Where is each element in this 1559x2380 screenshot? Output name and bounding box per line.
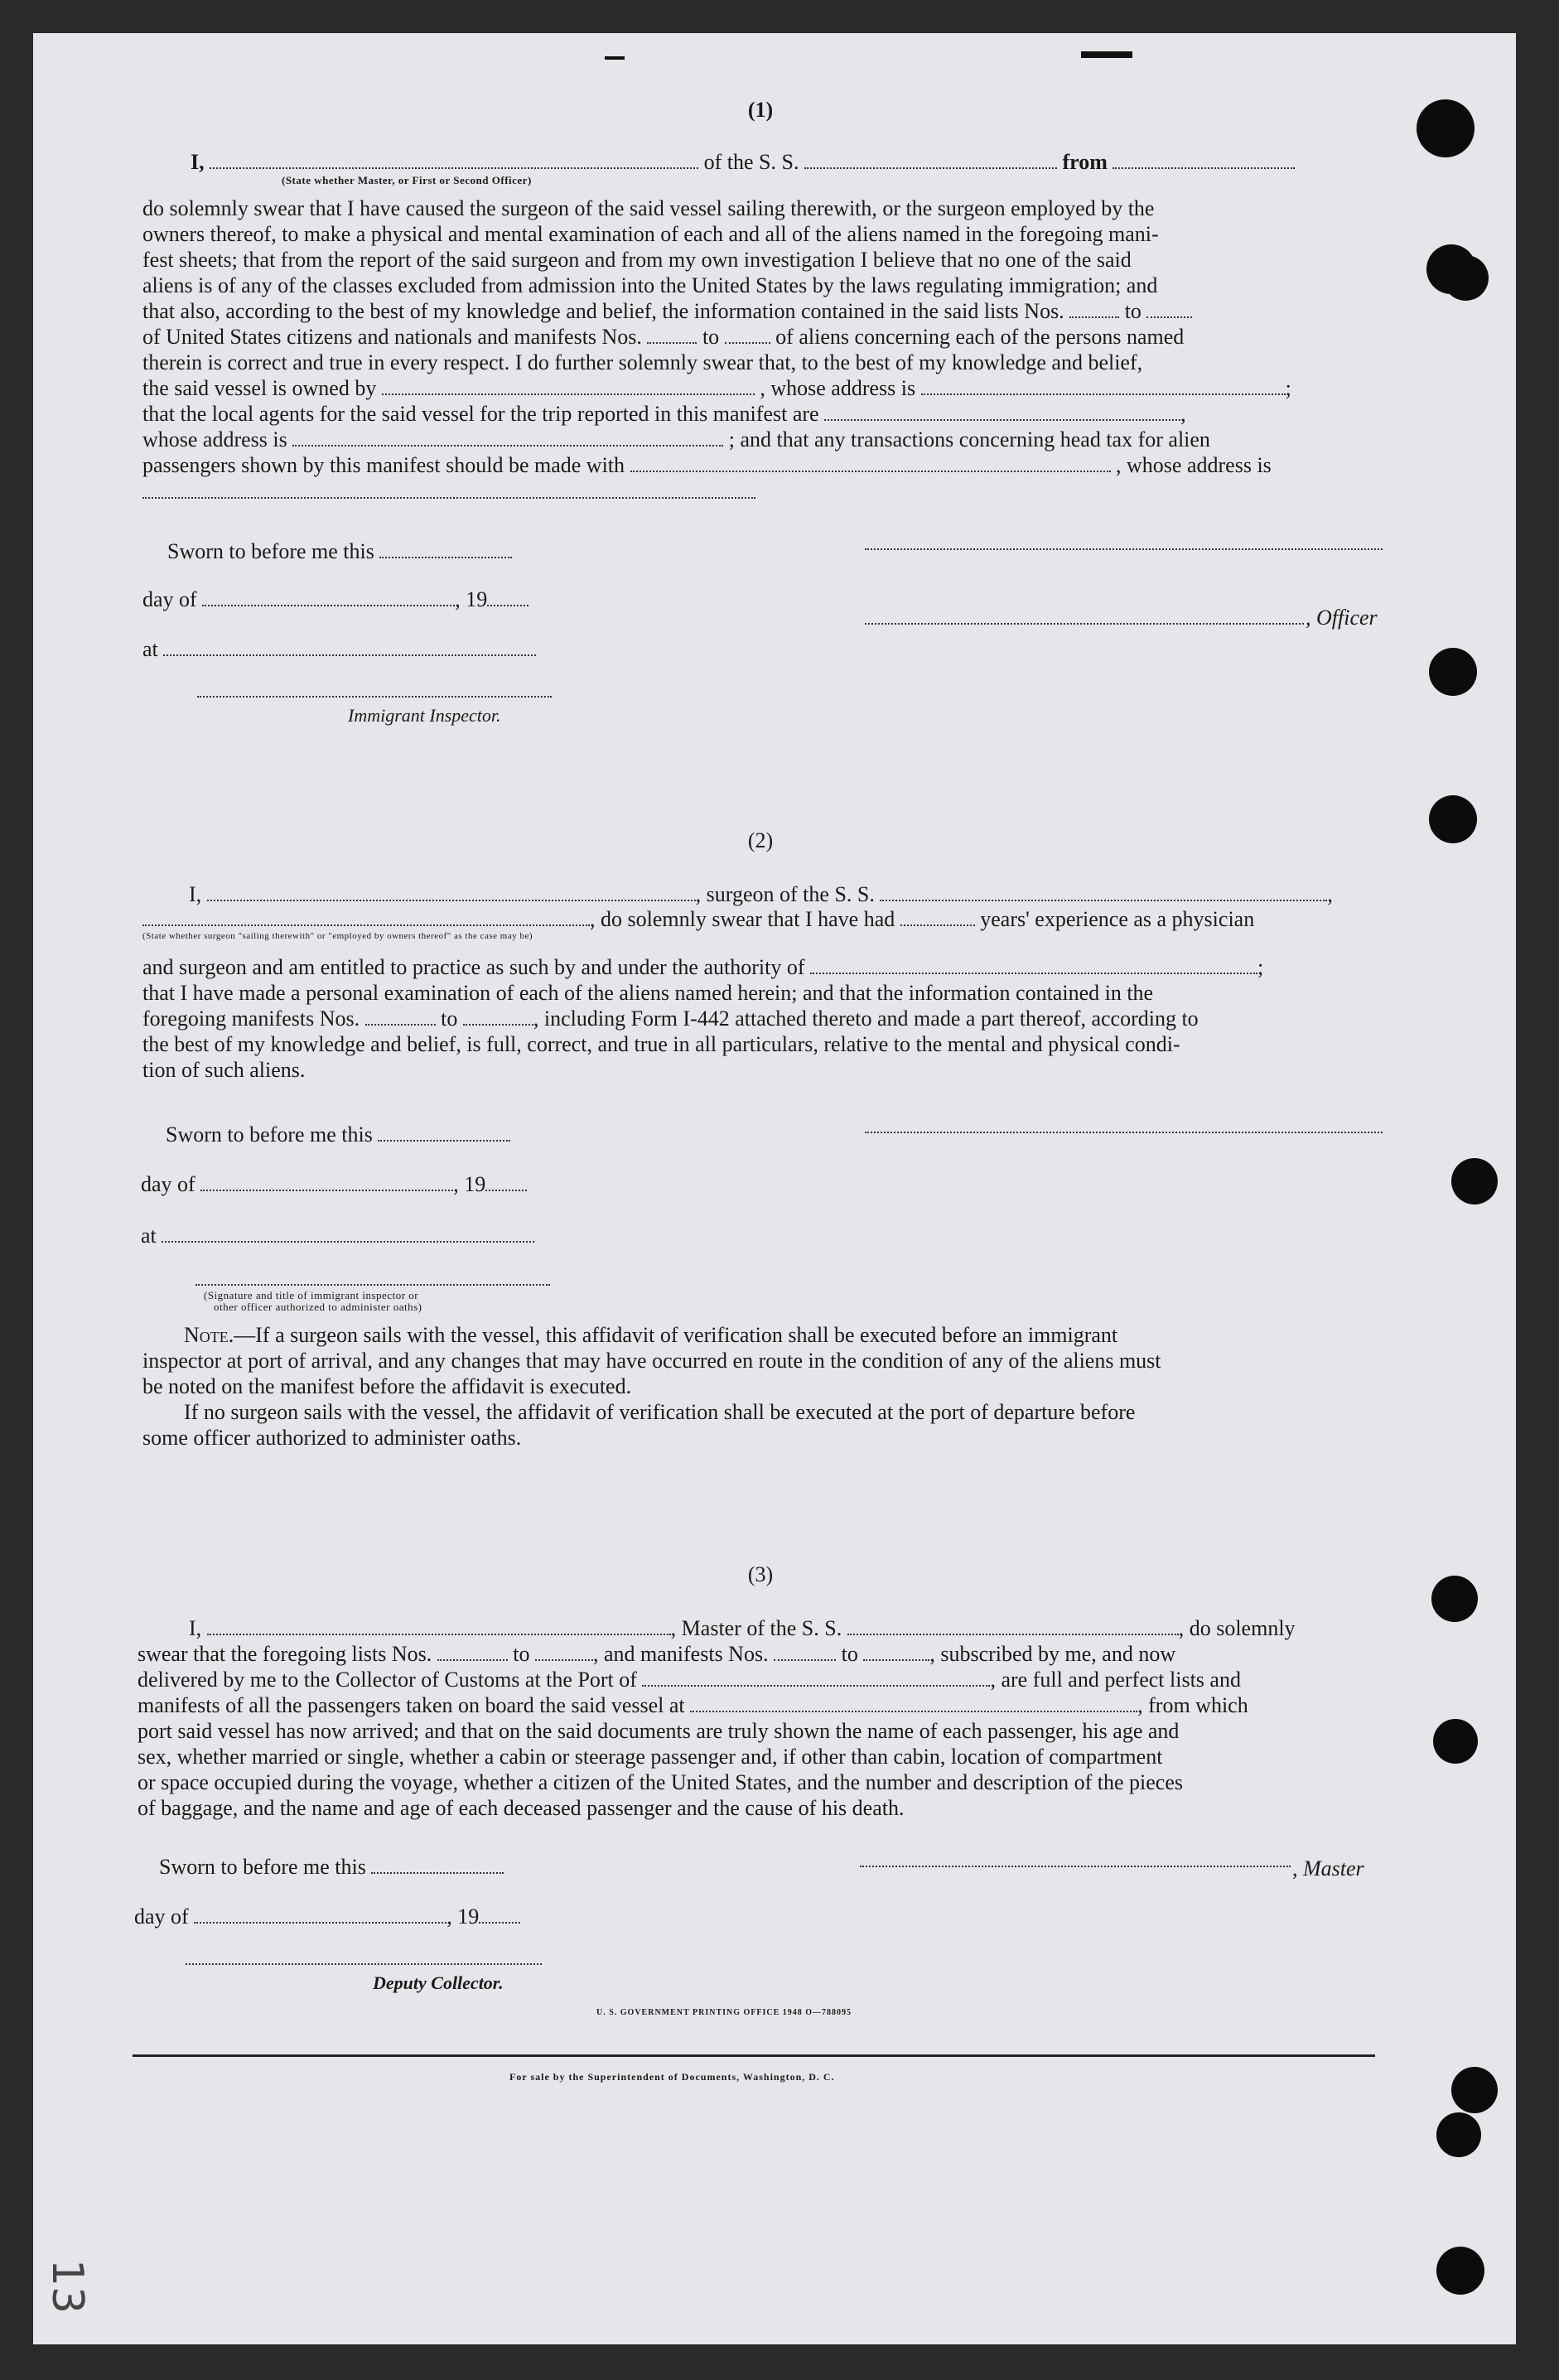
text-line [142,1322,1415,1348]
punch-hole [1417,99,1475,157]
note-label: Note. [184,1323,234,1347]
text: I, [189,1616,202,1640]
inspector-signature-blank[interactable] [197,696,552,698]
day-line [141,1171,527,1197]
punch-hole [1451,2067,1498,2113]
text: , surgeon of the S. S. [695,882,875,906]
text: Sworn to before me this [166,1122,373,1147]
text-line: of baggage, and the name and age of each deceased passenger and the cause of his death. [138,1796,905,1820]
text: the said vessel is owned by [142,376,377,400]
s3-line3 [138,1667,1241,1692]
sale-notice: For sale by the Superintendent of Documents, Washington, D. C. [509,2071,835,2083]
text: delivered by me to the Collector of Customs at the Port of [138,1668,637,1692]
note [142,1322,1415,1451]
text-line: that the local agents for the said vessel for the trip reported in this manifest are , [142,402,1186,426]
owner-blank[interactable] [382,379,755,395]
text-line: sex, whether married or single, whether a cabin or steerage passenger and, if other than cabin, location of compartment [138,1745,1163,1769]
port-blank[interactable] [642,1670,990,1687]
text: at [141,1224,157,1248]
text: , subscribed by me, and now [929,1642,1176,1666]
text-line: that I have made a personal examination of each of the aliens named herein; and that the information contained in the [142,981,1154,1005]
text: passengers shown by this manifest should be made with [142,453,625,477]
sworn-line [159,1854,504,1880]
list-to-blank[interactable] [535,1644,593,1661]
manifest-to-blank[interactable] [725,327,770,344]
head-tax-address-blank[interactable] [142,497,755,499]
punch-hole [1429,795,1477,843]
text-line [142,1006,1415,1031]
master-label: , Master [1292,1856,1364,1880]
text: , whose address is [1116,453,1272,477]
text: that the local agents for the said vessel for the trip reported in this manifest are [142,402,819,426]
ship-name-blank[interactable] [880,885,1327,901]
text: to [1124,299,1141,323]
text: Sworn to before me this [159,1855,366,1879]
list-from-blank[interactable] [437,1644,508,1661]
collector-label: Deputy Collector. [373,1972,504,1993]
text-line: do solemnly swear that I have caused the surgeon of the said vessel sailing therewith, or the surgeon employed by the [142,196,1155,220]
officer-signature-blank[interactable] [865,548,1383,550]
at-line [142,636,536,662]
at-place-blank[interactable] [163,640,536,656]
master-name-blank[interactable] [207,1619,671,1635]
sig-caption: (Signature and title of immigrant inspector or [204,1289,419,1301]
text-line: some officer authorized to administer oaths. [142,1426,522,1450]
text: day of [142,587,197,611]
text: , 19 [453,1172,486,1196]
text: years' experience as a physician [980,907,1255,931]
agents-address-blank[interactable] [292,430,723,447]
ship-name-blank[interactable] [804,152,1057,169]
manifest-from-blank[interactable] [365,1009,436,1026]
s1-line1 [191,149,1295,175]
printing-office: U. S. GOVERNMENT PRINTING OFFICE 1948 O—788095 [596,2008,852,2017]
text: day of [141,1172,195,1196]
section-number: (2) [747,828,774,852]
text: manifests of all the passengers taken on board the said vessel at [138,1693,685,1717]
sworn-date-blank[interactable] [371,1857,504,1874]
ship-name-blank[interactable] [847,1619,1179,1635]
manifest-to-blank[interactable] [463,1009,533,1026]
text: , including Form I-442 attached thereto and made a part thereof, according to [533,1007,1199,1031]
text: whose address is [142,427,287,451]
list-to-blank[interactable] [1146,302,1192,318]
manifest-to-blank[interactable] [863,1644,929,1661]
text-line: owners thereof, to make a physical and mental examination of each and all of the aliens named in the foregoing mani- [142,222,1159,246]
text: , from which [1137,1693,1248,1717]
text: I, [189,882,202,906]
manifest-from-blank[interactable] [647,327,697,344]
text: foregoing manifests Nos. [142,1007,360,1031]
text-line: port said vessel has now arrived; and that on the said documents are truly shown the name of each passenger, his age and [138,1719,1180,1743]
list-from-blank[interactable] [1069,302,1119,318]
s2-body [142,954,1415,1083]
day-blank[interactable] [200,1175,453,1191]
text: of aliens concerning each of the persons named [775,325,1185,349]
sig-caption: other officer authorized to administer oaths) [214,1301,422,1313]
text: to [841,1642,858,1666]
text-line: or space occupied during the voyage, whether a citizen of the United States, and the number and description of the pieces [138,1770,1184,1794]
text-line: the best of my knowledge and belief, is full, correct, and true in all particulars, relative to the mental and physical condi- [142,1032,1180,1056]
text: Sworn to before me this [167,539,374,563]
agents-blank[interactable] [824,404,1180,421]
text: , whose address is [760,376,916,400]
text-line: aliens is of any of the classes excluded from admission into the United States by the laws regulating immigration; and [142,273,1158,297]
year-blank[interactable] [487,590,529,606]
ink-mark [605,56,625,60]
sworn-date-blank[interactable] [378,1125,510,1142]
text: to [702,325,720,349]
text: , Master of the S. S. [670,1616,842,1640]
text-line: inspector at port of arrival, and any changes that may have occurred en route in the condition of any of the aliens must [142,1349,1161,1373]
caption: (State whether surgeon "sailing therewith" or "employed by owners thereof" as the case may be) [142,931,533,941]
text-line: tion of such aliens. [142,1058,306,1082]
punch-hole [1436,2112,1481,2157]
divider [133,2054,1375,2057]
text-line: the said vessel is owned by , whose address is ; [142,376,1291,400]
text: that also, according to the best of my knowledge and belief, the information contained in the said lists Nos. [142,299,1064,323]
punch-hole [1451,1158,1498,1204]
text-line: fest sheets; that from the report of the said surgeon and from my own investigation I believe that no one of the said [142,248,1132,272]
punch-hole [1443,255,1489,301]
day-blank[interactable] [194,1907,446,1924]
punch-hole [1429,648,1477,696]
collector-signature-blank[interactable] [186,1963,542,1965]
s3-line2 [138,1641,1175,1667]
label: of the S. S. [703,150,799,174]
punch-hole [1436,2247,1484,2295]
authority-blank[interactable] [810,958,1257,974]
sworn-date-blank[interactable] [379,542,512,558]
years-blank[interactable] [900,910,975,926]
text-line: and surgeon and am entitled to practice as such by and under the authority of ; [142,955,1264,979]
surgeon-status-blank[interactable] [142,910,590,926]
text-line [142,324,1415,350]
text: —If a surgeon sails with the vessel, this affidavit of verification shall be executed before an immigrant [234,1323,1118,1347]
master-name-blank[interactable] [210,152,698,169]
at-line [141,1223,534,1248]
text: , and manifests Nos. [593,1642,769,1666]
label: I, [191,150,205,174]
master-signature-blank[interactable] [860,1866,1291,1867]
day-line [134,1904,520,1929]
caption: (State whether Master, or First or Second Officer) [282,174,532,186]
year-blank[interactable] [479,1907,520,1924]
from-port-blank[interactable] [1113,152,1295,169]
punch-hole [1431,1576,1478,1622]
label: from [1062,150,1108,174]
day-line [142,587,529,612]
day-blank[interactable] [202,590,455,606]
surgeon-signature-blank[interactable] [865,1132,1383,1133]
text: , are full and perfect lists and [990,1668,1241,1692]
officer-title-blank[interactable] [865,623,1304,625]
text-line: therein is correct and true in every respect. I do further solemnly swear that, to the best of my knowledge and belief, [142,350,1143,374]
text: , 19 [455,587,488,611]
inspector-label: Immigrant Inspector. [348,705,501,726]
year-blank[interactable] [485,1175,527,1191]
text: day of [134,1904,189,1929]
sworn-line [166,1122,510,1147]
text: to [513,1642,530,1666]
text: and surgeon and am entitled to practice as such by and under the authority of [142,955,805,979]
text: , 19 [446,1904,480,1929]
s3-body [138,1718,1412,1821]
inspector-signature-blank[interactable] [195,1284,550,1286]
text-line: If no surgeon sails with the vessel, the affidavit of verification shall be executed at the port of departure before [184,1400,1136,1424]
text: swear that the foregoing lists Nos. [138,1642,432,1666]
text: ; and that any transactions concerning head tax for alien [728,427,1210,451]
head-tax-party-blank[interactable] [630,456,1111,472]
text: at [142,637,158,661]
at-place-blank[interactable] [162,1226,534,1243]
text-line [142,298,1415,324]
punch-hole [1433,1719,1478,1764]
text: of United States citizens and nationals and manifests Nos. [142,325,642,349]
section-number: (1) [747,98,774,122]
text-line: be noted on the manifest before the affidavit is executed. [142,1374,632,1398]
embark-port-blank[interactable] [690,1696,1137,1712]
s3-line4 [138,1692,1248,1718]
section-number: (3) [747,1562,774,1586]
manifest-back-page [33,33,1516,2344]
manifest-from-blank[interactable] [774,1644,836,1661]
surgeon-name-blank[interactable] [207,885,696,901]
s3-line1 [189,1615,1296,1641]
owner-address-blank[interactable] [921,379,1286,395]
ink-mark [1081,51,1132,58]
text: to [441,1007,458,1031]
s2-line2 [142,906,1254,932]
sworn-line [167,538,512,564]
text: , do solemnly swear that I have had [590,907,895,931]
text-line [142,427,1415,452]
s2-line1: I, , surgeon of the S. S. , [189,882,1333,906]
text-line [142,452,1415,478]
handwritten-mark: 13 [42,2258,93,2315]
officer-label: , Officer [1306,606,1378,630]
text: , do solemnly [1178,1616,1296,1640]
s1-body [142,196,1415,478]
